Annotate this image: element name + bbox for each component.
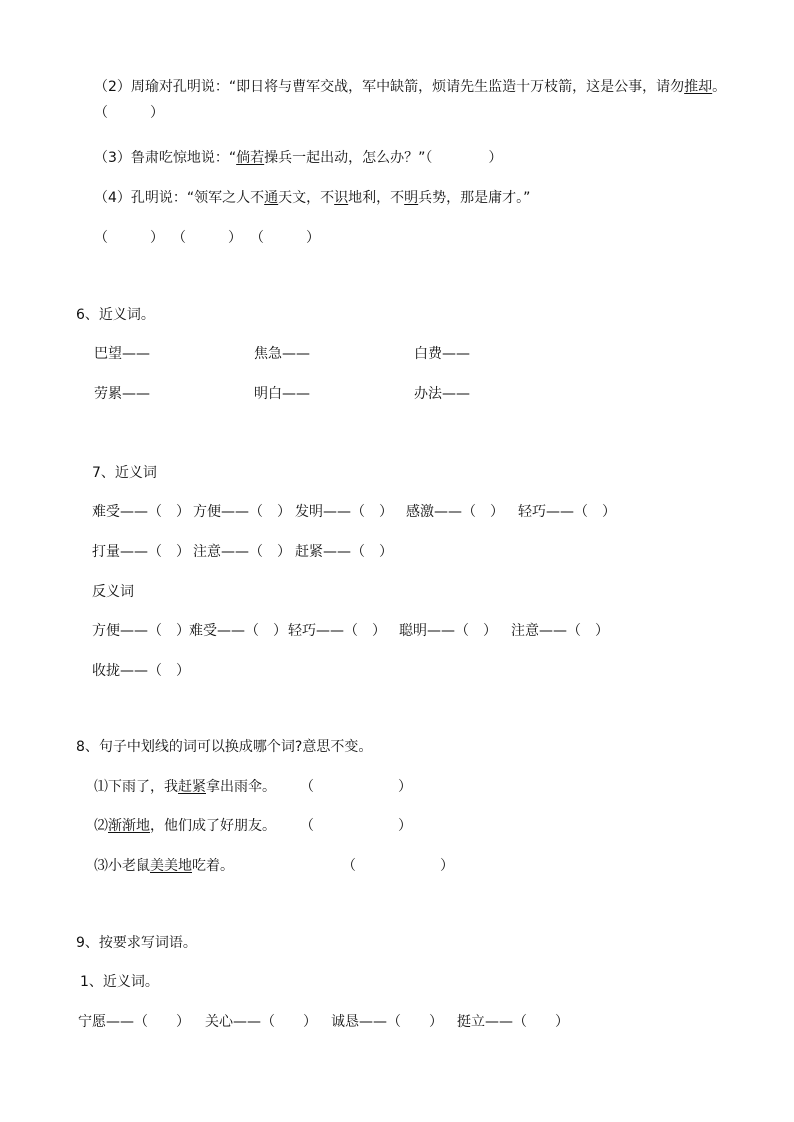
answer-paren: （ ） (172, 230, 242, 246)
q5-item2-suffix: 。 (712, 79, 727, 95)
q6-title: 6、近义词。 (76, 307, 155, 323)
q7-antonym-item: 难受——（ ） (189, 623, 287, 639)
q6-word: 白费—— (414, 346, 470, 362)
sentence-text: 吃着。 (192, 858, 234, 874)
sentence-text: ⑴下雨了，我 (94, 779, 178, 795)
q9-title: 9、按要求写词语。 (76, 935, 197, 951)
q6-word: 巴望—— (94, 346, 150, 362)
sentence-text: ，他们成了好朋友。 (150, 818, 276, 834)
q7-antonym-item: 收拢——（ ） (92, 663, 190, 679)
q7-synonym-item: 方便——（ ） (193, 504, 291, 520)
q7-title: 7、近义词 (92, 465, 157, 481)
q8-sentence-1 (94, 778, 276, 796)
q5-item4-text-d: 兵势，那是庸才。” (418, 190, 531, 206)
answer-paren: （ ） (94, 230, 164, 246)
q9-synonym-item: 宁愿——（ ） (78, 1014, 190, 1030)
q5-item4-text-b: 天文，不 (278, 190, 335, 206)
q5-item2-prefix: （2）周瑜对孔明说：“即日将与曹军交战，军中缺箭，烦请先生监造十万枝箭，这是公事，请勿 (94, 79, 685, 95)
q9-subtitle: 1、近义词。 (80, 974, 159, 990)
q6-word: 办法—— (414, 386, 470, 402)
answer-paren: （ ） (250, 230, 320, 246)
q5-item4 (94, 189, 530, 207)
q7-antonym-title: 反义词 (92, 584, 134, 600)
q5-item4-text-c: 地利，不 (348, 190, 405, 206)
q7-antonym-item: 方便——（ ） (92, 623, 190, 639)
q7-synonym-item: 感激——（ ） (406, 504, 504, 520)
q6-word: 劳累—— (94, 386, 150, 402)
q5-item4-answer-parens (94, 229, 320, 247)
q8-sentence-2 (94, 817, 276, 835)
q7-synonym-item: 注意——（ ） (193, 544, 291, 560)
q6-word: 明白—— (254, 386, 310, 402)
q5-item2-underlined: 推却 (684, 79, 713, 95)
q9-synonym-item: 关心——（ ） (205, 1014, 317, 1030)
q7-synonym-item: 难受——（ ） (92, 504, 190, 520)
q5-item3 (94, 149, 502, 167)
sentence-text: ⑵ (94, 818, 108, 834)
q8-sentence-3 (94, 857, 234, 875)
q7-synonym-item: 发明——（ ） (295, 504, 393, 520)
q5-item4-underlined-1: 通 (264, 190, 279, 206)
q5-item4-underlined-3: 明 (404, 190, 419, 206)
q7-synonym-item: 赶紧——（ ） (295, 544, 393, 560)
q7-synonym-item: 轻巧——（ ） (518, 504, 616, 520)
q5-item3-prefix: （3）鲁肃吃惊地说：“ (94, 150, 237, 166)
sentence-text: 拿出雨伞。 (206, 779, 276, 795)
q9-synonym-item: 挺立——（ ） (457, 1014, 569, 1030)
q5-item2 (94, 78, 726, 96)
answer-paren: （ ） (342, 858, 454, 874)
q9-synonym-item: 诚恳——（ ） (331, 1014, 443, 1030)
q7-antonym-item: 轻巧——（ ） (288, 623, 386, 639)
underlined-word: 赶紧 (178, 779, 206, 795)
underlined-word: 美美地 (150, 858, 192, 874)
q5-item4-underlined-2: 识 (334, 190, 349, 206)
q7-antonym-item: 聪明——（ ） (399, 623, 497, 639)
underlined-word: 渐渐地 (108, 818, 150, 834)
q7-synonym-item: 打量——（ ） (92, 544, 190, 560)
answer-paren: （ ） (300, 818, 412, 834)
sentence-text: ⑶小老鼠 (94, 858, 150, 874)
q5-item3-suffix: 操兵一起出动，怎么办？”（ ） (264, 150, 503, 166)
q7-antonym-item: 注意——（ ） (511, 623, 609, 639)
q5-item3-underlined: 倘若 (236, 150, 265, 166)
q5-item4-text-a: （4）孔明说：“领军之人不 (94, 190, 265, 206)
answer-paren: （ ） (300, 779, 412, 795)
q6-word: 焦急—— (254, 346, 310, 362)
q5-item2-answer-paren: （ ） (94, 105, 164, 121)
q8-title: 8、句子中划线的词可以换成哪个词?意思不变。 (76, 739, 373, 755)
